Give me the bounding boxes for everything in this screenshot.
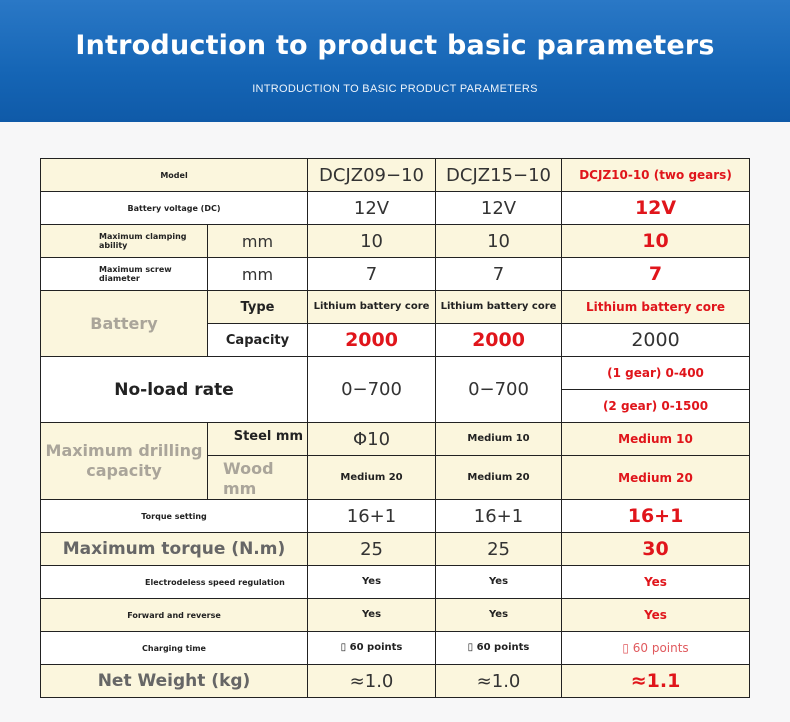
table-row <box>41 533 750 566</box>
speed-cell: Yes <box>436 566 562 599</box>
table-row <box>41 225 750 258</box>
table-row <box>41 291 750 324</box>
voltage-label: Battery voltage (DC) <box>41 192 308 225</box>
wood-label <box>208 456 308 500</box>
screw-cell: 7 <box>562 258 750 291</box>
steel-cell: Medium 10 <box>436 423 562 456</box>
noload-cell: 0−700 <box>436 357 562 423</box>
weight-cell: ≈1.0 <box>308 665 436 698</box>
steel-cell: Medium 10 <box>562 423 750 456</box>
model-cell: DCJZ09−10 <box>308 159 436 192</box>
model-cell: DCJZ15−10 <box>436 159 562 192</box>
type-cell: Lithium battery core <box>562 291 750 324</box>
wood-cell: Medium 20 <box>308 456 436 500</box>
capacity-cell: 2000 <box>562 324 750 357</box>
weight-label: Net Weight (kg) <box>41 665 308 698</box>
max-torque-label: Maximum torque (N.m) <box>41 533 308 566</box>
charging-cell: ▯ 60 points <box>308 632 436 665</box>
page-subtitle: INTRODUCTION TO BASIC PRODUCT PARAMETERS <box>252 83 538 95</box>
table-row <box>41 632 750 665</box>
weight-cell: ≈1.1 <box>562 665 750 698</box>
table-row <box>41 665 750 698</box>
voltage-cell: 12V <box>308 192 436 225</box>
clamping-label: Maximum clamping ability <box>41 225 208 258</box>
clamping-cell: 10 <box>436 225 562 258</box>
wood-cell: Medium 20 <box>436 456 562 500</box>
table-row <box>41 566 750 599</box>
noload-gear2-cell: (2 gear) 0-1500 <box>562 390 750 423</box>
max-torque-cell: 30 <box>562 533 750 566</box>
speed-cell: Yes <box>308 566 436 599</box>
wood-label-text: Wood mm <box>223 459 274 498</box>
fr-label: Forward and reverse <box>41 599 308 632</box>
model-cell: DCJZ10-10 (two gears) <box>562 159 750 192</box>
fr-cell: Yes <box>562 599 750 632</box>
battery-label: Battery <box>41 291 208 357</box>
table-row <box>41 599 750 632</box>
screw-unit: mm <box>208 258 308 291</box>
wood-cell: Medium 20 <box>562 456 750 500</box>
max-torque-cell: 25 <box>308 533 436 566</box>
parameters-table <box>40 158 750 698</box>
capacity-cell: 2000 <box>308 324 436 357</box>
torque-setting-cell: 16+1 <box>308 500 436 533</box>
header-banner <box>0 0 790 122</box>
capacity-label: Capacity <box>208 324 308 357</box>
noload-label: No-load rate <box>41 357 308 423</box>
table-row <box>41 258 750 291</box>
speed-label: Electrodeless speed regulation <box>41 566 308 599</box>
weight-cell: ≈1.0 <box>436 665 562 698</box>
page-title: Introduction to product basic parameters <box>75 30 715 61</box>
fr-cell: Yes <box>436 599 562 632</box>
torque-setting-cell: 16+1 <box>436 500 562 533</box>
table-row <box>41 357 750 390</box>
speed-cell: Yes <box>562 566 750 599</box>
steel-cell: Φ10 <box>308 423 436 456</box>
screw-label: Maximum screw diameter <box>41 258 208 291</box>
voltage-cell: 12V <box>436 192 562 225</box>
torque-setting-cell: 16+1 <box>562 500 750 533</box>
fr-cell: Yes <box>308 599 436 632</box>
charging-cell: ▯ 60 points <box>562 632 750 665</box>
table-row <box>41 192 750 225</box>
charging-label: Charging time <box>41 632 308 665</box>
clamping-cell: 10 <box>562 225 750 258</box>
max-torque-cell: 25 <box>436 533 562 566</box>
screw-cell: 7 <box>308 258 436 291</box>
noload-gear1-cell: (1 gear) 0-400 <box>562 357 750 390</box>
capacity-cell: 2000 <box>436 324 562 357</box>
screw-cell: 7 <box>436 258 562 291</box>
clamping-cell: 10 <box>308 225 436 258</box>
charging-cell: ▯ 60 points <box>436 632 562 665</box>
torque-setting-label: Torque setting <box>41 500 308 533</box>
model-label: Model <box>41 159 308 192</box>
type-cell: Lithium battery core <box>308 291 436 324</box>
table-row <box>41 423 750 456</box>
voltage-cell: 12V <box>562 192 750 225</box>
steel-label: Steel mm <box>208 423 308 456</box>
table-row <box>41 159 750 192</box>
clamping-unit: mm <box>208 225 308 258</box>
type-label: Type <box>208 291 308 324</box>
noload-cell: 0−700 <box>308 357 436 423</box>
drilling-label: Maximum drilling capacity <box>41 423 208 500</box>
type-cell: Lithium battery core <box>436 291 562 324</box>
table-row <box>41 500 750 533</box>
